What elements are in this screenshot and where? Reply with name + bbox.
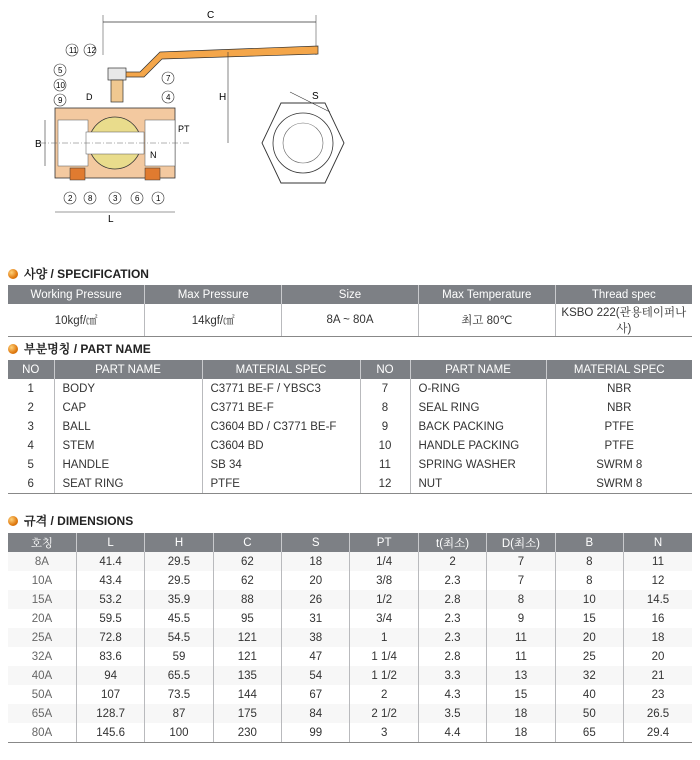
dims-row: [8, 723, 692, 743]
parts-cell: BODY: [54, 379, 202, 398]
dims-row: [8, 552, 692, 571]
dims-cell: 59.5: [76, 609, 144, 628]
dims-cell: 12: [624, 571, 692, 590]
dims-cell: 1: [350, 628, 418, 647]
parts-cell: 5: [27, 458, 34, 471]
dims-cell: 144: [213, 685, 281, 704]
parts-cell: 8: [360, 398, 410, 417]
dims-cell: 15: [487, 685, 555, 704]
dims-cell: 18: [624, 628, 692, 647]
parts-row: [8, 417, 692, 436]
dims-cell: 11: [624, 552, 692, 571]
spec-table: [8, 285, 692, 337]
callout-7: 7: [166, 74, 171, 83]
dims-cell: 18: [487, 723, 555, 743]
parts-cell: O-RING: [410, 379, 546, 398]
dims-cell: 47: [282, 647, 350, 666]
parts-cell: 1: [27, 382, 34, 395]
callout-3: 3: [113, 194, 118, 203]
parts-cell: HANDLE PACKING: [410, 436, 546, 455]
dims-cell: 50: [555, 704, 623, 723]
parts-cell: 4: [27, 439, 34, 452]
dim-label-d: D: [86, 92, 93, 102]
parts-cell: SB 34: [202, 455, 360, 474]
dims-cell: 2.3: [418, 609, 486, 628]
dim-label-l: L: [108, 214, 114, 225]
dims-cell: 15A: [8, 590, 76, 609]
dims-cell: 13: [487, 666, 555, 685]
parts-cell: 9: [360, 417, 410, 436]
dims-cell: 121: [213, 628, 281, 647]
dim-label-n: N: [150, 150, 157, 160]
dims-cell: 29.5: [145, 571, 213, 590]
callout-12: 12: [87, 46, 96, 55]
callout-2: 2: [68, 194, 73, 203]
dims-row: [8, 704, 692, 723]
parts-cell: NBR: [546, 379, 692, 398]
dims-row: [8, 666, 692, 685]
dims-cell: 38: [282, 628, 350, 647]
dims-cell: 62: [213, 571, 281, 590]
parts-cell: BACK PACKING: [410, 417, 546, 436]
dims-cell: 8A: [8, 552, 76, 571]
dims-cell: 29.4: [624, 723, 692, 743]
dims-cell: 18: [282, 552, 350, 571]
parts-row: [8, 474, 692, 494]
parts-cell: NUT: [410, 474, 546, 494]
parts-cell: PTFE: [202, 474, 360, 494]
dims-cell: 10: [555, 590, 623, 609]
dims-cell: 2.8: [418, 590, 486, 609]
dims-cell: 32: [555, 666, 623, 685]
dims-cell: 8: [555, 571, 623, 590]
parts-cell: C3771 BE-F / YBSC3: [202, 379, 360, 398]
dims-cell: 107: [76, 685, 144, 704]
parts-cell: C3604 BD: [202, 436, 360, 455]
dims-cell: 26: [282, 590, 350, 609]
callout-6: 6: [135, 194, 140, 203]
parts-cell: BALL: [54, 417, 202, 436]
dims-cell: 15: [555, 609, 623, 628]
dims-row: [8, 571, 692, 590]
dims-cell: 20: [624, 647, 692, 666]
dims-cell: 31: [282, 609, 350, 628]
dims-cell: 18: [487, 704, 555, 723]
dims-cell: 88: [213, 590, 281, 609]
dims-cell: 20: [282, 571, 350, 590]
dims-cell: 2.3: [418, 628, 486, 647]
dims-row: [8, 628, 692, 647]
dims-cell: 80A: [8, 723, 76, 743]
callout-11: 11: [69, 46, 78, 55]
dims-cell: 1 1/4: [350, 647, 418, 666]
dims-cell: 99: [282, 723, 350, 743]
callout-8: 8: [88, 194, 93, 203]
dims-cell: 3/8: [350, 571, 418, 590]
dims-cell: 43.4: [76, 571, 144, 590]
dims-cell: 3: [350, 723, 418, 743]
parts-cell: 6: [8, 474, 54, 494]
dims-cell: 175: [213, 704, 281, 723]
dims-cell: 21: [624, 666, 692, 685]
dims-cell: 100: [145, 723, 213, 743]
callout-1: 1: [156, 194, 161, 203]
dims-cell: 2: [350, 685, 418, 704]
dims-cell: 20: [555, 628, 623, 647]
spec-row: 10kgf/㎠ 14kgf/㎠ 8A ~ 80A 최고 80℃ KSBO 222(관용테이퍼나사): [8, 304, 692, 337]
dims-cell: 1 1/2: [350, 666, 418, 685]
dims-cell: 23: [624, 685, 692, 704]
dims-cell: 2 1/2: [350, 704, 418, 723]
dims-cell: 54.5: [145, 628, 213, 647]
dims-cell: 45.5: [145, 609, 213, 628]
parts-cell: 3: [27, 420, 34, 433]
dims-cell: 4.3: [418, 685, 486, 704]
dims-cell: 128.7: [76, 704, 144, 723]
dim-label-h: H: [219, 92, 227, 103]
spec-section-title: 사양 / SPECIFICATION: [8, 265, 149, 282]
parts-cell: CAP: [54, 398, 202, 417]
dims-row: [8, 590, 692, 609]
dims-cell: 72.8: [76, 628, 144, 647]
callout-4: 4: [166, 93, 171, 102]
dims-cell: 2.8: [418, 647, 486, 666]
parts-cell: PTFE: [546, 436, 692, 455]
dims-row: [8, 609, 692, 628]
parts-header-row: NO PART NAME MATERIAL SPEC NO PART NAME MATERIAL SPEC: [8, 360, 692, 379]
dims-cell: 14.5: [624, 590, 692, 609]
callout-10: 10: [56, 81, 65, 90]
dims-row: [8, 647, 692, 666]
dims-cell: 230: [213, 723, 281, 743]
dims-row: [8, 685, 692, 704]
dims-cell: 62: [213, 552, 281, 571]
bullet-icon: [8, 516, 18, 526]
dims-cell: 29.5: [145, 552, 213, 571]
dims-cell: 1/4: [350, 552, 418, 571]
dims-cell: 7: [487, 552, 555, 571]
dims-cell: 8: [487, 590, 555, 609]
parts-row: [8, 398, 692, 417]
dims-cell: 32A: [31, 650, 53, 663]
dims-cell: 83.6: [76, 647, 144, 666]
callout-5: 5: [58, 66, 63, 75]
dims-cell: 20A: [31, 612, 53, 625]
dims-cell: 54: [282, 666, 350, 685]
dims-cell: 73.5: [145, 685, 213, 704]
dims-cell: 2.3: [418, 571, 486, 590]
dims-cell: 50A: [31, 688, 53, 701]
dims-cell: 11: [487, 647, 555, 666]
dims-cell: 9: [487, 609, 555, 628]
parts-table: [8, 360, 692, 494]
parts-cell: C3604 BD / C3771 BE-F: [202, 417, 360, 436]
dims-cell: 10A: [31, 574, 53, 587]
dims-cell: 25A: [8, 628, 76, 647]
dim-label-b: B: [35, 139, 42, 150]
parts-cell: 11: [360, 455, 410, 474]
dims-cell: 16: [624, 609, 692, 628]
parts-cell: SPRING WASHER: [410, 455, 546, 474]
dims-section-title: 규격 / DIMENSIONS: [8, 512, 133, 529]
dim-label-pt: PT: [178, 124, 190, 134]
dims-cell: 25: [555, 647, 623, 666]
dims-cell: 3/4: [350, 609, 418, 628]
dims-cell: 94: [76, 666, 144, 685]
dims-header-row: 호칭 L H C S PT t(최소) D(최소) B N: [8, 533, 692, 552]
dims-cell: 11: [487, 628, 555, 647]
dims-cell: 26.5: [624, 704, 692, 723]
parts-cell: SWRM 8: [546, 474, 692, 494]
parts-cell: STEM: [54, 436, 202, 455]
parts-cell: C3771 BE-F: [202, 398, 360, 417]
bullet-icon: [8, 269, 18, 279]
parts-cell: 2: [27, 401, 34, 414]
parts-row: [8, 379, 692, 398]
dims-cell: 3.3: [418, 666, 486, 685]
parts-row: [8, 436, 692, 455]
dims-cell: 59: [145, 647, 213, 666]
dims-cell: 65.5: [145, 666, 213, 685]
dims-cell: 65: [555, 723, 623, 743]
parts-cell: 7: [360, 379, 410, 398]
parts-cell: SWRM 8: [546, 455, 692, 474]
parts-row: [8, 455, 692, 474]
dims-cell: 1/2: [350, 590, 418, 609]
parts-cell: PTFE: [546, 417, 692, 436]
dims-cell: 35.9: [145, 590, 213, 609]
parts-section-title: 부분명칭 / PART NAME: [8, 340, 151, 357]
dims-cell: 4.4: [418, 723, 486, 743]
dims-cell: 40: [555, 685, 623, 704]
bullet-icon: [8, 344, 18, 354]
dims-cell: 3.5: [418, 704, 486, 723]
dims-cell: 145.6: [76, 723, 144, 743]
parts-cell: NBR: [546, 398, 692, 417]
dims-cell: 65A: [8, 704, 76, 723]
spec-header-row: Working Pressure Max Pressure Size Max Temperature Thread spec: [8, 285, 692, 304]
dims-cell: 135: [213, 666, 281, 685]
dim-label-c: C: [207, 10, 215, 21]
parts-cell: 10: [360, 436, 410, 455]
dims-cell: 8: [555, 552, 623, 571]
dims-table: [8, 533, 692, 743]
parts-cell: SEAL RING: [410, 398, 546, 417]
valve-technical-drawing: [0, 0, 700, 250]
dims-cell: 53.2: [76, 590, 144, 609]
dims-cell: 41.4: [76, 552, 144, 571]
callout-9: 9: [58, 96, 63, 105]
dims-cell: 40A: [8, 666, 76, 685]
parts-cell: HANDLE: [54, 455, 202, 474]
dim-label-s: S: [312, 91, 319, 102]
dims-cell: 2: [418, 552, 486, 571]
dims-cell: 95: [213, 609, 281, 628]
parts-cell: 12: [360, 474, 410, 494]
dims-cell: 121: [213, 647, 281, 666]
dims-cell: 84: [282, 704, 350, 723]
dims-cell: 87: [145, 704, 213, 723]
parts-cell: SEAT RING: [54, 474, 202, 494]
dims-cell: 67: [282, 685, 350, 704]
dims-cell: 7: [487, 571, 555, 590]
